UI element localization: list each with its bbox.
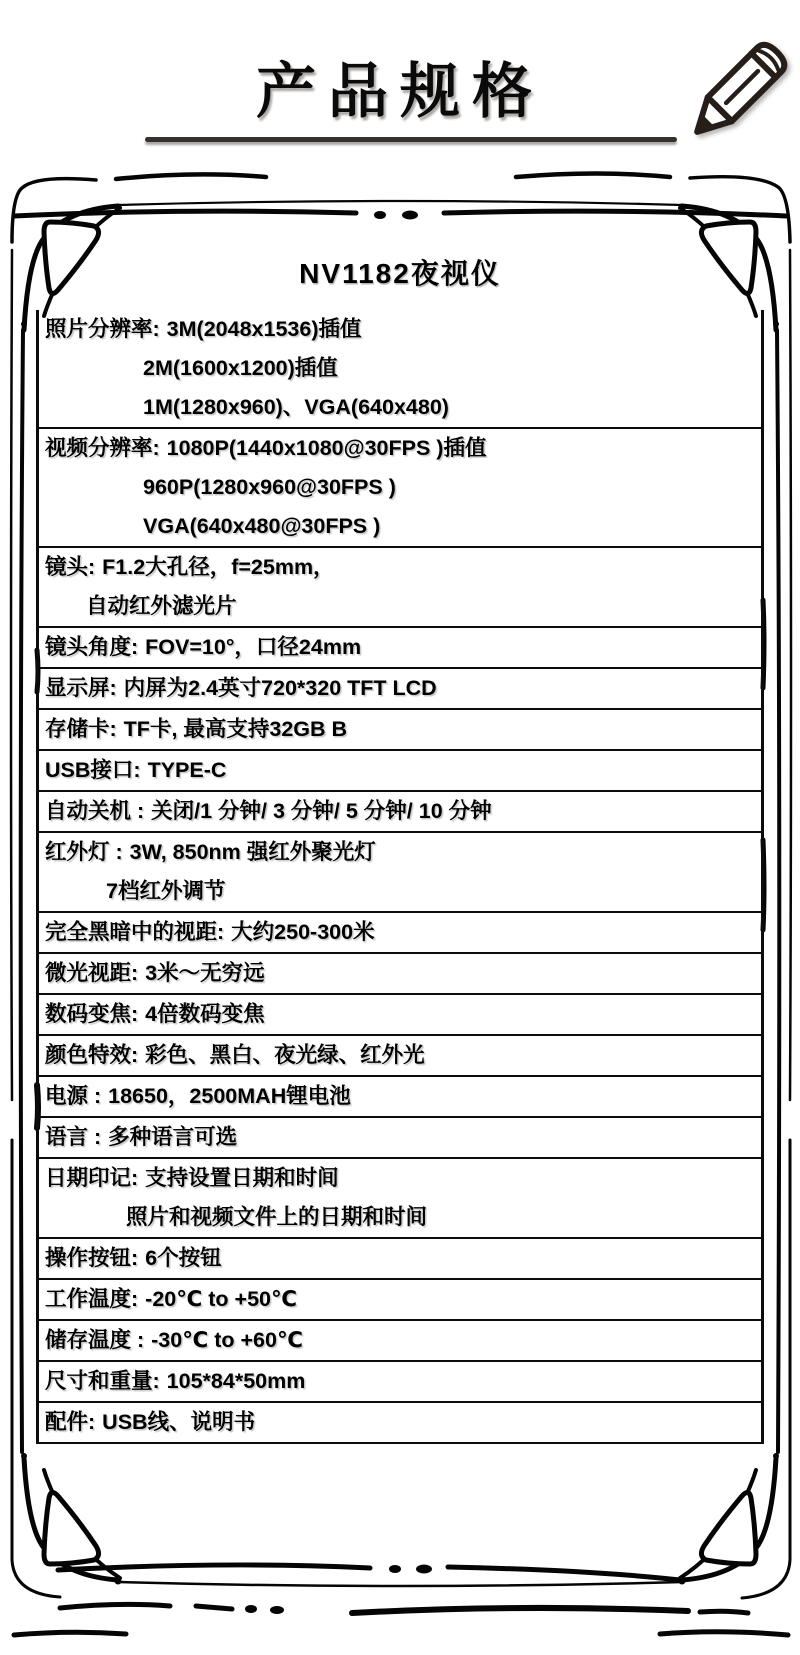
- spec-value-extra: 960P(1280x960@30FPS ): [143, 475, 396, 499]
- spec-value-extra: VGA(640x480@30FPS ): [143, 514, 381, 538]
- spec-line: [39, 1403, 761, 1442]
- spec-value: 内屏为2.4英寸720*320 TFT LCD: [123, 676, 437, 700]
- spec-value: 1080P(1440x1080@30FPS )插值: [166, 436, 487, 460]
- spec-label: 存储卡:: [45, 717, 117, 741]
- spec-value: 多种语言可选: [108, 1125, 238, 1149]
- spec-line: [39, 751, 761, 790]
- spec-label: 尺寸和重量:: [45, 1369, 160, 1393]
- spec-value: 3米～无穷远: [145, 961, 265, 985]
- spec-row: [39, 1077, 761, 1118]
- spec-label: 颜色特效:: [45, 1043, 139, 1067]
- spec-line: [39, 1118, 761, 1157]
- spec-line: [39, 1239, 761, 1278]
- spec-value: 18650，2500MAH锂电池: [108, 1084, 351, 1108]
- spec-line: [39, 1362, 761, 1401]
- spec-value-extra: 自动红外滤光片: [86, 594, 237, 618]
- spec-label: 语言 :: [45, 1125, 102, 1149]
- spec-value: 彩色、黑白、夜光绿、红外光: [145, 1043, 425, 1067]
- spec-row: [39, 429, 761, 548]
- spec-value: USB线、说明书: [102, 1410, 256, 1434]
- spec-value: 关闭/1 分钟/ 3 分钟/ 5 分钟/ 10 分钟: [151, 799, 492, 823]
- spec-line: [39, 954, 761, 993]
- spec-value: 4倍数码变焦: [145, 1002, 265, 1026]
- spec-label: 显示屏:: [45, 676, 117, 700]
- spec-line: [39, 710, 761, 749]
- spec-line: [39, 1280, 761, 1319]
- spec-row: [39, 792, 761, 833]
- spec-row: [39, 1362, 761, 1403]
- spec-line: [39, 628, 761, 667]
- spec-label: 储存温度 :: [45, 1328, 145, 1352]
- spec-label: 自动关机 :: [45, 799, 145, 823]
- spec-label: 视频分辨率:: [45, 436, 160, 460]
- spec-value: TYPE-C: [147, 758, 227, 782]
- spec-label: 日期印记:: [45, 1166, 139, 1190]
- spec-line: [39, 310, 761, 349]
- spec-row: [39, 1159, 761, 1239]
- spec-row: [39, 1036, 761, 1077]
- spec-value: 6个按钮: [145, 1246, 222, 1270]
- spec-line: [39, 913, 761, 952]
- spec-row: [39, 1118, 761, 1159]
- spec-line: [39, 792, 761, 831]
- spec-line: [39, 1077, 761, 1116]
- spec-label: 配件:: [45, 1410, 96, 1434]
- spec-value: 3M(2048x1536)插值: [166, 317, 362, 341]
- spec-value: 3W, 850nm 强红外聚光灯: [129, 840, 376, 864]
- spec-value: F1.2大孔径，f=25mm，: [102, 555, 335, 579]
- spec-row: [39, 1239, 761, 1280]
- spec-value: 大约250-300米: [231, 920, 375, 944]
- spec-table: [36, 310, 764, 1444]
- spec-row: [39, 710, 761, 751]
- spec-label: 操作按钮:: [45, 1246, 139, 1270]
- product-title: NV1182夜视仪: [299, 258, 501, 289]
- spec-label: 工作温度:: [45, 1287, 139, 1311]
- spec-row: [39, 751, 761, 792]
- spec-line: [39, 429, 761, 468]
- spec-value-extra: 1M(1280x960)、VGA(640x480): [143, 395, 449, 419]
- spec-row: [39, 548, 761, 628]
- spec-value: FOV=10°，口径24mm: [145, 635, 362, 659]
- spec-row: [39, 628, 761, 669]
- spec-line: [39, 1159, 761, 1198]
- spec-label: 电源 :: [45, 1084, 102, 1108]
- spec-label: USB接口:: [45, 758, 141, 782]
- spec-line: [39, 833, 761, 872]
- spec-label: 照片分辨率:: [45, 317, 160, 341]
- spec-label: 镜头:: [45, 555, 96, 579]
- spec-row: [39, 913, 761, 954]
- spec-row: [39, 954, 761, 995]
- spec-line: [39, 1321, 761, 1360]
- spec-row: [39, 995, 761, 1036]
- spec-label: 数码变焦:: [45, 1002, 139, 1026]
- spec-row: [39, 669, 761, 710]
- spec-line: [39, 995, 761, 1034]
- spec-label: 完全黑暗中的视距:: [45, 920, 225, 944]
- spec-value-extra: 7档红外调节: [106, 879, 226, 903]
- spec-value: -30℃ to +60℃: [151, 1328, 303, 1352]
- spec-label: 微光视距:: [45, 961, 139, 985]
- spec-row: [39, 1321, 761, 1362]
- spec-value: 105*84*50mm: [166, 1369, 306, 1393]
- spec-label: 红外灯 :: [45, 840, 123, 864]
- spec-value-extra: 2M(1600x1200)插值: [143, 356, 338, 380]
- spec-row: [39, 1280, 761, 1321]
- spec-value: -20℃ to +50℃: [145, 1287, 298, 1311]
- spec-value: 支持设置日期和时间: [145, 1166, 339, 1190]
- spec-value-extra: 照片和视频文件上的日期和时间: [126, 1205, 428, 1229]
- page-title: 产品规格: [256, 58, 544, 125]
- spec-line: [39, 669, 761, 708]
- spec-label: 镜头角度:: [45, 635, 139, 659]
- spec-row: [39, 833, 761, 913]
- spec-row: [39, 1403, 761, 1444]
- spec-line: [39, 548, 761, 587]
- spec-value: TF卡, 最高支持32GB B: [123, 717, 348, 741]
- spec-row: [39, 310, 761, 429]
- spec-line: [39, 1036, 761, 1075]
